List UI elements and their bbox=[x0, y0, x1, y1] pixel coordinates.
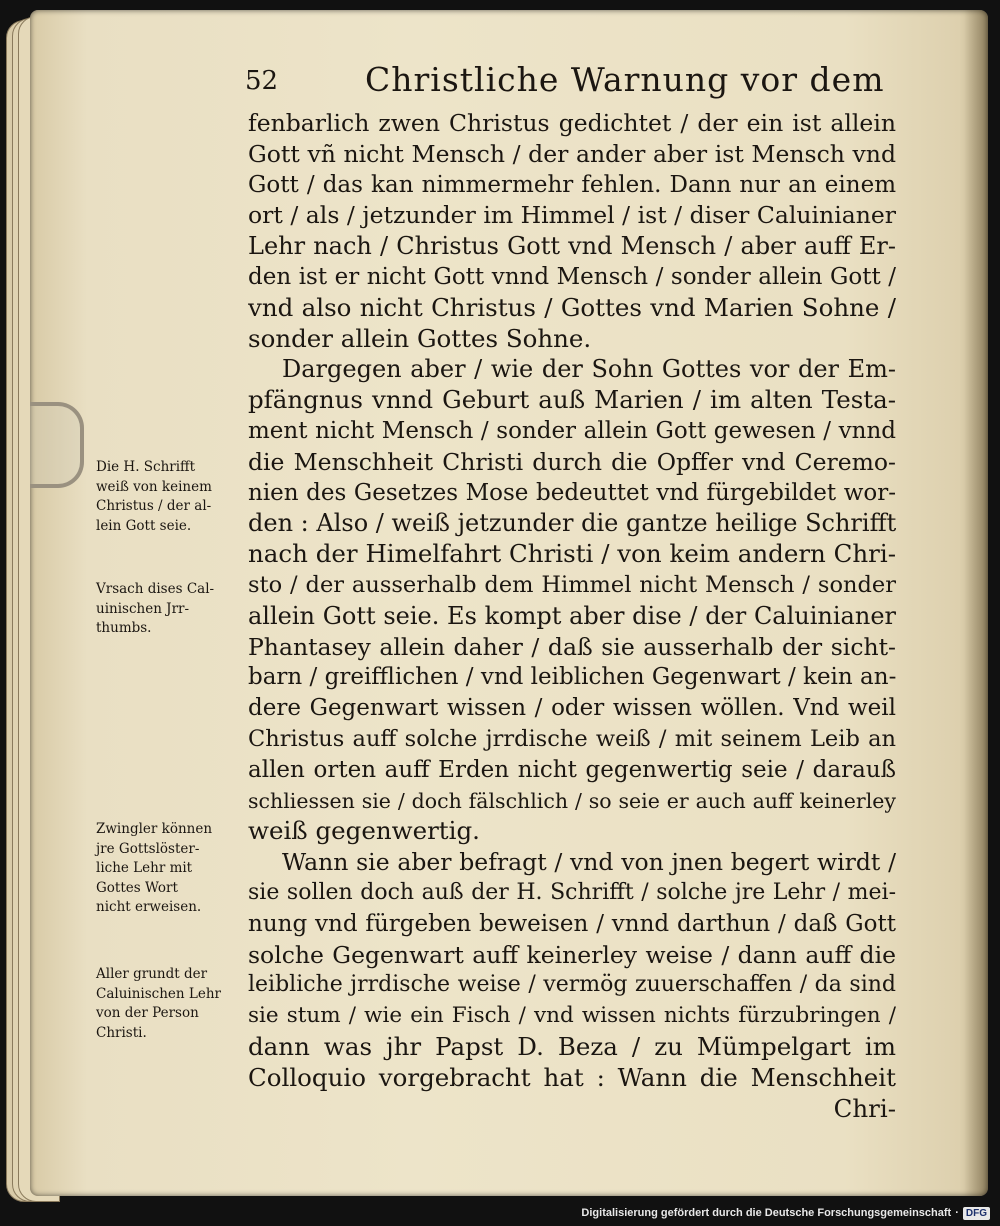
text-line: nien des Gesetzes Mose bedeuttet vnd fürgebildet wor- bbox=[248, 479, 896, 506]
text-line: allein Gott seie. Es kompt aber dise / der Caluinianer bbox=[248, 601, 896, 630]
body-text bbox=[248, 108, 896, 1124]
text-line: Phantasey allein daher / daß sie ausserhalb der sicht- bbox=[248, 632, 896, 661]
margin-note: Aller grundt der Caluinischen Lehr von der Person Christi. bbox=[96, 966, 221, 1041]
text-line: sie stum / wie ein Fisch / vnd wissen nichts fürzubringen / bbox=[248, 1003, 896, 1029]
text-line: vnd also nicht Christus / Gottes vnd Marien Sohne / bbox=[248, 292, 896, 322]
text-line: Colloquio vorgebracht hat : Wann die Menschheit bbox=[248, 1062, 896, 1092]
digitization-credit: Digitalisierung gefördert durch die Deutsche Forschungsgemeinschaft · DFG bbox=[581, 1204, 990, 1222]
text-line: ment nicht Mensch / sonder allein Gott gewesen / vnnd bbox=[248, 417, 896, 444]
text-line: Lehr nach / Christus Gott vnd Mensch / aber auff Er- bbox=[248, 232, 896, 261]
gutter-shadow bbox=[964, 10, 988, 1196]
margin-note: Vrsach dises Cal- uinischen Jrr- thumbs. bbox=[96, 581, 215, 636]
text-line: allen orten auff Erden nicht gegenwertig seie / darauß bbox=[248, 756, 896, 783]
text-line: Dargegen aber / wie der Sohn Gottes vor der Em- bbox=[282, 355, 896, 384]
text-line: leibliche jrrdische weise / vermög zuuerschaffen / da sind bbox=[248, 972, 896, 998]
text-line: schliessen sie / doch fälschlich / so seie er auch auff keinerley bbox=[248, 788, 896, 813]
page-header bbox=[245, 60, 885, 108]
elastic-band bbox=[30, 402, 84, 488]
text-line: Wann sie aber befragt / vnd von jnen begert wirdt / bbox=[282, 848, 896, 877]
text-line: Gott vñ nicht Mensch / der ander aber ist Mensch vnd bbox=[248, 139, 896, 168]
text-line: den : Also / weiß jetzunder die gantze heilige Schrifft bbox=[248, 509, 896, 538]
text-line: nach der Himelfahrt Christi / von keim andern Chri- bbox=[248, 539, 896, 569]
text-line: nung vnd fürgeben beweisen / vnnd darthun / daß Gott bbox=[248, 910, 896, 937]
text-line: solche Gegenwart auff keinerley weise / dann auff die bbox=[248, 940, 896, 969]
text-line: weiß gegenwertig. bbox=[248, 816, 480, 846]
text-line: ort / als / jetzunder im Himmel / ist / diser Caluinianer bbox=[248, 201, 896, 230]
text-line: die Menschheit Christi durch die Opffer vnd Ceremo- bbox=[248, 447, 896, 476]
text-line: Gott / das kan nimmermehr fehlen. Dann nur an einem bbox=[248, 171, 896, 198]
text-line: Christus auff solche jrrdische weiß / mit seinem Leib an bbox=[248, 725, 896, 752]
text-line: pfängnus vnnd Geburt auß Marien / im alten Testa- bbox=[248, 385, 896, 415]
text-line: dann was jhr Papst D. Beza / zu Mümpelgart im bbox=[248, 1031, 896, 1061]
text-line: sto / der ausserhalb dem Himmel nicht Mensch / sonder bbox=[248, 571, 896, 598]
margin-note: Zwingler können jre Gottslöster- liche Lehr mit Gottes Wort nicht erweisen. bbox=[96, 821, 213, 915]
margin-note: Die H. Schrifft weiß von keinem Christus / der al- lein Gott seie. bbox=[96, 459, 212, 534]
dfg-logo-icon: DFG bbox=[963, 1207, 990, 1220]
text-line: dere Gegenwart wissen / oder wissen wöllen. Vnd weil bbox=[248, 695, 896, 722]
catchword: Chri- bbox=[833, 1093, 896, 1123]
credit-text: Digitalisierung gefördert durch die Deutsche Forschungsgemeinschaft bbox=[581, 1207, 952, 1219]
text-line: barn / greifflichen / vnd leiblichen Gegenwart / kein an- bbox=[248, 664, 896, 691]
running-title: Christliche Warnung vor dem bbox=[365, 60, 885, 99]
text-line: sonder allein Gottes Sohne. bbox=[248, 323, 592, 353]
text-line: fenbarlich zwen Christus gedichtet / der ein ist allein bbox=[248, 109, 896, 137]
book-page bbox=[30, 10, 988, 1196]
page-number: 52 bbox=[245, 66, 279, 96]
text-line: sie sollen doch auß der H. Schrifft / solche jre Lehr / mei- bbox=[248, 879, 896, 905]
text-line: den ist er nicht Gott vnnd Mensch / sonder allein Gott / bbox=[248, 263, 896, 290]
